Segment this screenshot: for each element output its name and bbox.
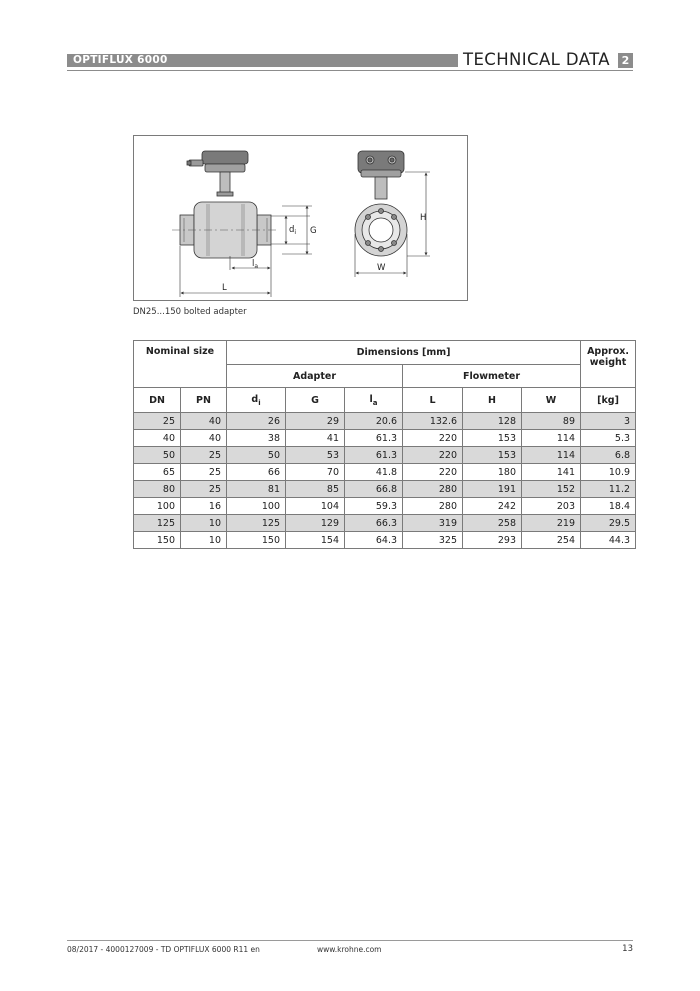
footer-document-id: 08/2017 - 4000127009 - TD OPTIFLUX 6000 R11 en (67, 945, 260, 954)
table-row (134, 430, 636, 447)
table-cell: 66 (227, 464, 286, 481)
table-cell: 153 (463, 430, 522, 447)
header-approx-weight: Approx. weight (581, 341, 636, 388)
label-w: W (377, 263, 386, 273)
table-cell: 150 (134, 532, 181, 549)
header-adapter: Adapter (227, 365, 403, 388)
table-cell: 41 (286, 430, 345, 447)
table-cell: 89 (522, 413, 581, 430)
footer-website: www.krohne.com (317, 945, 382, 954)
table-cell: 220 (403, 430, 463, 447)
label-l: L (222, 283, 227, 293)
flowmeter-drawing-svg (134, 136, 469, 302)
table-cell: 40 (181, 430, 227, 447)
table-row (134, 464, 636, 481)
table-cell: 10 (181, 515, 227, 532)
col-di: $d_i$ (227, 388, 286, 413)
table-cell: 319 (403, 515, 463, 532)
table-cell: 25 (181, 447, 227, 464)
table-cell: 40 (181, 413, 227, 430)
table-cell: 242 (463, 498, 522, 515)
header-rule (67, 70, 633, 71)
col-dn: DN (134, 388, 181, 413)
dimensions-table (133, 340, 636, 549)
table-cell: 81 (227, 481, 286, 498)
table-cell: 85 (286, 481, 345, 498)
table-cell: 153 (463, 447, 522, 464)
dimensions-table-body (134, 413, 636, 549)
table-cell: 254 (522, 532, 581, 549)
table-cell: 100 (134, 498, 181, 515)
table-cell: 50 (227, 447, 286, 464)
table-cell: 66.8 (345, 481, 403, 498)
table-cell: 61.3 (345, 430, 403, 447)
col-h: H (463, 388, 522, 413)
table-row (134, 498, 636, 515)
product-name: OPTIFLUX 6000 (73, 54, 168, 66)
table-cell: 29.5 (581, 515, 636, 532)
table-cell: 114 (522, 430, 581, 447)
col-l: L (403, 388, 463, 413)
table-cell: 125 (134, 515, 181, 532)
table-cell: 44.3 (581, 532, 636, 549)
table-row (134, 413, 636, 430)
table-cell: 40 (134, 430, 181, 447)
table-cell: 25 (134, 413, 181, 430)
table-cell: 141 (522, 464, 581, 481)
table-cell: 26 (227, 413, 286, 430)
label-g: G (310, 226, 317, 236)
table-cell: 6.8 (581, 447, 636, 464)
label-h: H (420, 213, 427, 223)
table-cell: 70 (286, 464, 345, 481)
table-cell: 20.6 (345, 413, 403, 430)
table-cell: 18.4 (581, 498, 636, 515)
table-cell: 53 (286, 447, 345, 464)
table-cell: 220 (403, 447, 463, 464)
table-cell: 16 (181, 498, 227, 515)
table-cell: 104 (286, 498, 345, 515)
table-row (134, 447, 636, 464)
table-cell: 41.8 (345, 464, 403, 481)
figure-caption: DN25...150 bolted adapter (133, 307, 247, 317)
col-g: G (286, 388, 345, 413)
side-view (180, 151, 271, 258)
footer-rule (67, 940, 633, 941)
table-cell: 64.3 (345, 532, 403, 549)
header-nominal-size: Nominal size (134, 341, 227, 388)
col-kg: [kg] (581, 388, 636, 413)
table-cell: 220 (403, 464, 463, 481)
table-cell: 154 (286, 532, 345, 549)
table-row (134, 481, 636, 498)
label-di: $d_i$ (289, 225, 297, 236)
table-cell: 11.2 (581, 481, 636, 498)
table-cell: 5.3 (581, 430, 636, 447)
col-la: $l_a$ (345, 388, 403, 413)
table-cell: 128 (463, 413, 522, 430)
col-w: W (522, 388, 581, 413)
header-flowmeter: Flowmeter (403, 365, 581, 388)
col-pn: PN (181, 388, 227, 413)
table-cell: 3 (581, 413, 636, 430)
table-cell: 219 (522, 515, 581, 532)
table-cell: 203 (522, 498, 581, 515)
table-cell: 280 (403, 481, 463, 498)
table-cell: 80 (134, 481, 181, 498)
chapter-badge: 2 (618, 53, 633, 68)
table-cell: 29 (286, 413, 345, 430)
table-row (134, 532, 636, 549)
table-cell: 280 (403, 498, 463, 515)
table-cell: 65 (134, 464, 181, 481)
table-cell: 125 (227, 515, 286, 532)
table-cell: 191 (463, 481, 522, 498)
table-cell: 50 (134, 447, 181, 464)
table-cell: 180 (463, 464, 522, 481)
table-cell: 25 (181, 464, 227, 481)
table-cell: 59.3 (345, 498, 403, 515)
table-cell: 150 (227, 532, 286, 549)
front-view (355, 151, 407, 256)
section-title: TECHNICAL DATA (463, 50, 610, 69)
table-cell: 293 (463, 532, 522, 549)
table-cell: 25 (181, 481, 227, 498)
header-dimensions: Dimensions [mm] (227, 341, 581, 365)
table-cell: 132.6 (403, 413, 463, 430)
table-cell: 152 (522, 481, 581, 498)
table-cell: 66.3 (345, 515, 403, 532)
dimension-drawing (133, 135, 468, 301)
table-cell: 38 (227, 430, 286, 447)
table-cell: 129 (286, 515, 345, 532)
table-cell: 100 (227, 498, 286, 515)
page-number: 13 (622, 944, 633, 954)
table-cell: 258 (463, 515, 522, 532)
table-row (134, 515, 636, 532)
table-cell: 10 (181, 532, 227, 549)
table-cell: 10.9 (581, 464, 636, 481)
table-cell: 114 (522, 447, 581, 464)
table-cell: 325 (403, 532, 463, 549)
label-la: $l_a$ (252, 259, 259, 270)
table-cell: 61.3 (345, 447, 403, 464)
